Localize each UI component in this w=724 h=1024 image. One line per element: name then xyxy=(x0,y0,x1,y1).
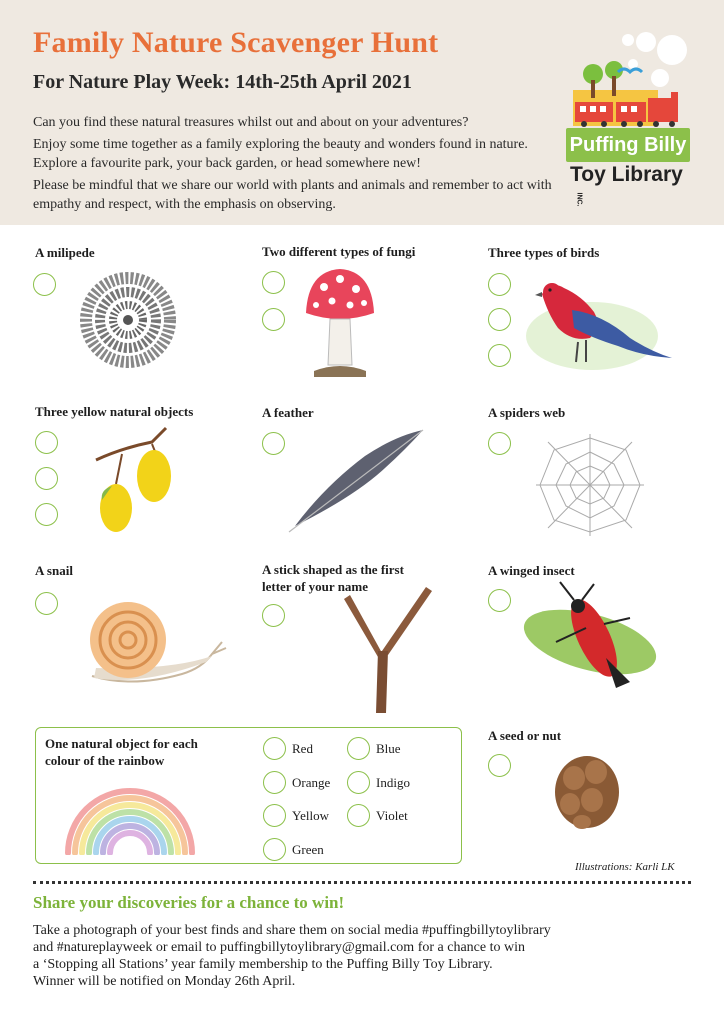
share-line-3: a ‘Stopping all Stations’ year family membership to the Puffing Billy Toy Library. xyxy=(33,957,493,972)
checkbox-birds-2[interactable] xyxy=(488,308,511,331)
feather-illustration xyxy=(285,426,435,536)
intro-paragraph-1: Can you find these natural treasures whilst out and about on your adventures? xyxy=(33,115,469,130)
color-label-orange: Orange xyxy=(292,775,331,790)
color-label-violet: Violet xyxy=(376,808,408,823)
mushroom-illustration xyxy=(300,265,380,385)
item-label-snail: A snail xyxy=(35,563,73,578)
checkbox-fungi-2[interactable] xyxy=(262,308,285,331)
berries-illustration xyxy=(92,424,182,536)
stick-illustration xyxy=(336,583,436,717)
intro-text xyxy=(33,113,553,217)
color-label-blue: Blue xyxy=(376,741,401,756)
color-label-indigo: Indigo xyxy=(376,775,410,790)
checkbox-blue[interactable] xyxy=(347,737,370,760)
checkbox-web[interactable] xyxy=(488,432,511,455)
share-line-4: Winner will be notified on Monday 26th April. xyxy=(33,974,296,989)
dotted-divider xyxy=(33,881,691,884)
logo-suffix: INC. xyxy=(575,192,583,207)
checkbox-yellow-3[interactable] xyxy=(35,503,58,526)
color-label-green: Green xyxy=(292,842,324,857)
item-label-feather: A feather xyxy=(262,405,314,420)
checkbox-snail[interactable] xyxy=(35,592,58,615)
rainbow-label-2: colour of the rainbow xyxy=(45,753,165,768)
checkbox-green[interactable] xyxy=(263,838,286,861)
item-label-milipede: A milipede xyxy=(35,245,95,260)
spiderweb-illustration xyxy=(530,430,650,540)
logo-text-line2 xyxy=(570,163,694,211)
checkbox-milipede[interactable] xyxy=(33,273,56,296)
share-heading: Share your discoveries for a chance to win! xyxy=(33,893,345,912)
seed-illustration xyxy=(552,748,622,832)
share-text xyxy=(33,922,693,990)
checkbox-birds-1[interactable] xyxy=(488,273,511,296)
intro-paragraph-2: Enjoy some time together as a family exploring the beauty and wonders found in nature. Explore a favourite park, your back garden, or head somewhere new! xyxy=(33,137,528,171)
page-title: Family Nature Scavenger Hunt xyxy=(33,26,439,59)
color-label-yellow: Yellow xyxy=(292,808,329,823)
checkbox-feather[interactable] xyxy=(262,432,285,455)
checkbox-indigo[interactable] xyxy=(347,771,370,794)
snail-illustration xyxy=(72,596,232,688)
item-label-seed: A seed or nut xyxy=(488,728,562,743)
bird-illustration xyxy=(522,266,682,376)
checkbox-insect[interactable] xyxy=(488,589,511,612)
logo-text-line2-main: Toy Library xyxy=(570,163,683,186)
share-line-1: Take a photograph of your best finds and share them on social media #puffingbillytoylibrary xyxy=(33,923,551,938)
illustration-credit: Illustrations: Karli LK xyxy=(575,861,675,873)
checkbox-violet[interactable] xyxy=(347,804,370,827)
insect-illustration xyxy=(520,578,662,690)
millipede-illustration xyxy=(66,272,196,372)
checkbox-red[interactable] xyxy=(263,737,286,760)
checkbox-seed[interactable] xyxy=(488,754,511,777)
item-label-web: A spiders web xyxy=(488,405,566,420)
checkbox-yellow-1[interactable] xyxy=(35,431,58,454)
item-label-yellow: Three yellow natural objects xyxy=(35,404,194,419)
item-label-stick-1: A stick shaped as the first xyxy=(262,562,404,577)
logo-text-line1: Puffing Billy xyxy=(566,128,690,162)
checkbox-orange[interactable] xyxy=(263,771,286,794)
rainbow-label-1: One natural object for each xyxy=(45,736,198,751)
rainbow-illustration xyxy=(62,783,198,855)
share-line-2: and #natureplayweek or email to puffingbillytoylibrary@gmail.com for a chance to win xyxy=(33,940,525,955)
item-label-stick-2: letter of your name xyxy=(262,579,369,594)
color-label-red: Red xyxy=(292,741,313,756)
intro-paragraph-3: Please be mindful that we share our world with plants and animals and remember to act with empathy and respect, with the emphasis on observing. xyxy=(33,178,552,212)
item-label-birds: Three types of birds xyxy=(488,245,600,260)
checkbox-yellow-2[interactable] xyxy=(35,467,58,490)
page-subtitle: For Nature Play Week: 14th-25th April 2021 xyxy=(33,71,412,93)
checkbox-stick[interactable] xyxy=(262,604,285,627)
checkbox-fungi-1[interactable] xyxy=(262,271,285,294)
item-label-insect: A winged insect xyxy=(488,563,575,578)
checkbox-yellow-colour[interactable] xyxy=(263,804,286,827)
checkbox-birds-3[interactable] xyxy=(488,344,511,367)
item-label-fungi: Two different types of fungi xyxy=(262,244,416,259)
